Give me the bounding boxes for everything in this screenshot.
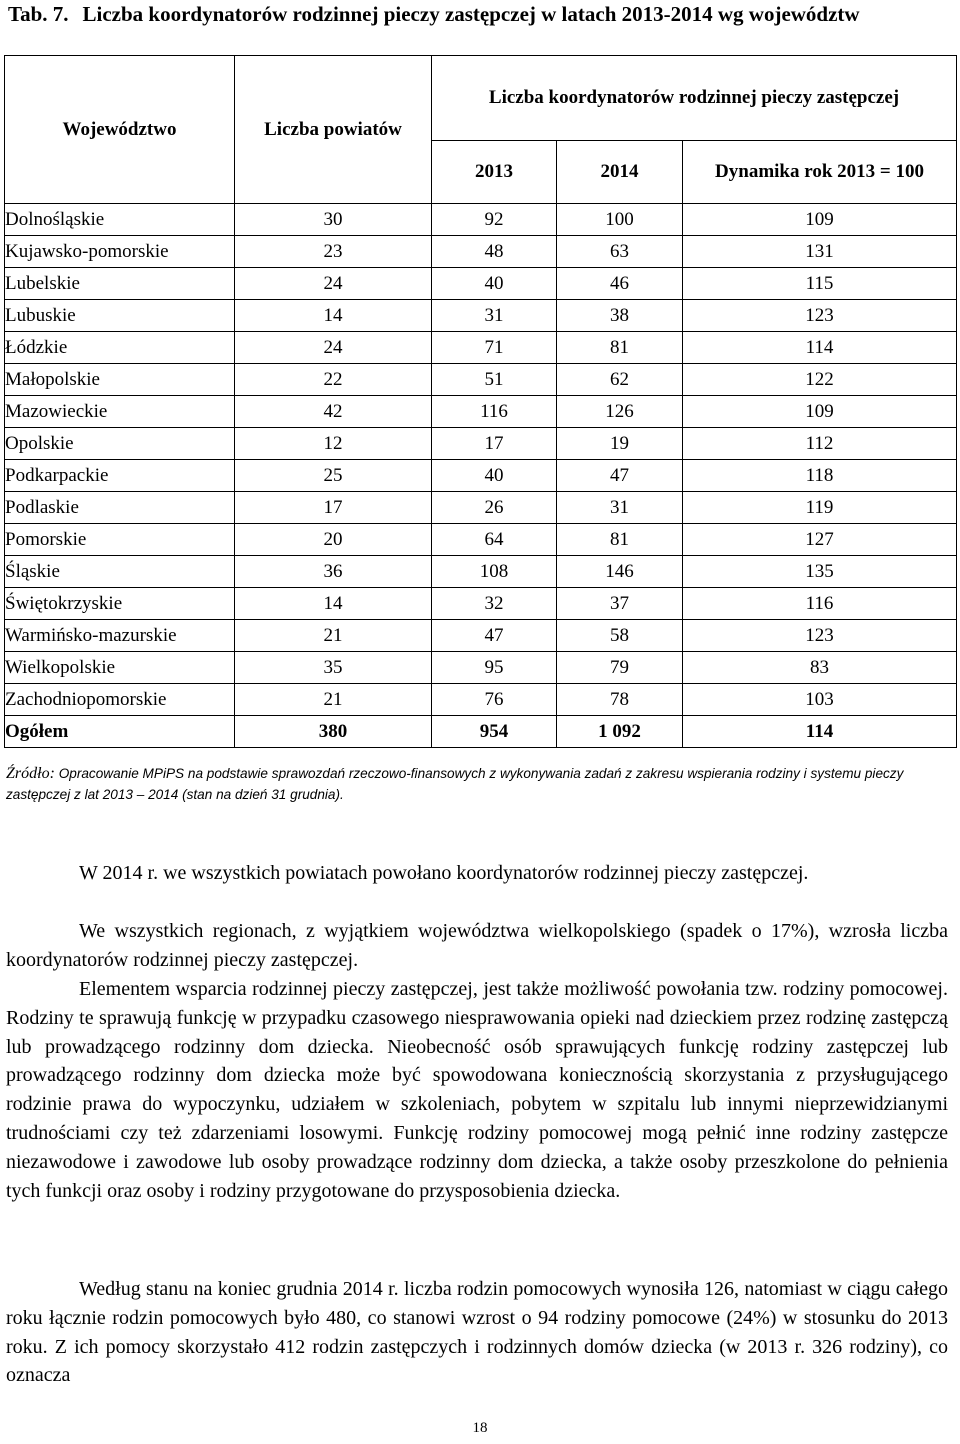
- table-number: Tab. 7.: [8, 2, 69, 26]
- cell-voivodeship: Podkarpackie: [5, 460, 235, 492]
- coordinators-table: [4, 55, 957, 748]
- cell-dynamics: 114: [683, 332, 957, 364]
- cell-2014: 31: [557, 492, 683, 524]
- cell-voivodeship: Mazowieckie: [5, 396, 235, 428]
- cell-2014: 126: [557, 396, 683, 428]
- cell-voivodeship: Warmińsko-mazurskie: [5, 620, 235, 652]
- paragraph-3: Elementem wsparcia rodzinnej pieczy zastępczej, jest także możliwość powołania tzw. rodziny pomocowej. Rodziny te sprawują funkcję w przypadku czasowego niesprawowania opieki nad dzieckiem przez rodzinę zastępczą lub prowadzącego rodzinny dom dziecka. Nieobecność osób sprawujących funkcję rodziny zastępczej lub prowadzącego rodzinny dom dziecka może być spowodowana koniecznością skorzystania z przysługującego rodzinie prawa do wypoczynku, udziałem w szkoleniach, pobytem w szpitalu lub innymi nieprzewidzianymi trudnościami czy też zdarzeniami losowymi. Funkcję rodziny pomocowej mogą pełnić inne rodziny zastępcze niezawodowe i zawodowe lub osoby prowadzące rodzinny dom dziecka, a także osoby przeszkolone do pełnienia tych funkcji oraz osoby i rodziny przygotowane do przysposobienia dziecka.: [6, 978, 948, 1202]
- cell-2014: 63: [557, 236, 683, 268]
- table-row: [5, 556, 957, 588]
- cell-counties: 23: [235, 236, 432, 268]
- header-coordinators-group: Liczba koordynatorów rodzinnej pieczy zastępczej: [432, 56, 957, 141]
- cell-2013: 64: [432, 524, 557, 556]
- cell-dynamics: 116: [683, 588, 957, 620]
- cell-dynamics: 118: [683, 460, 957, 492]
- cell-counties: 30: [235, 204, 432, 236]
- cell-voivodeship: Lubelskie: [5, 268, 235, 300]
- source-text: Opracowanie MPiPS na podstawie sprawozdań rzeczowo-finansowych z wykonywania zadań z zakresu wspierania rodziny i systemu pieczy zastępczej z lat 2013 – 2014 (stan na dzień 31 grudnia).: [6, 766, 904, 802]
- cell-2014: 1 092: [557, 716, 683, 748]
- cell-2014: 58: [557, 620, 683, 652]
- cell-dynamics: 127: [683, 524, 957, 556]
- cell-voivodeship: Łódzkie: [5, 332, 235, 364]
- paragraph-2: We wszystkich regionach, z wyjątkiem województwa wielkopolskiego (spadek o 17%), wzrosła liczba koordynatorów rodzinnej pieczy zastępczej.: [6, 920, 948, 971]
- cell-counties: 22: [235, 364, 432, 396]
- source-label: Źródło:: [6, 765, 55, 782]
- cell-counties: 21: [235, 684, 432, 716]
- cell-counties: 21: [235, 620, 432, 652]
- table-row: [5, 492, 957, 524]
- cell-dynamics: 114: [683, 716, 957, 748]
- cell-counties: 20: [235, 524, 432, 556]
- cell-voivodeship: Podlaskie: [5, 492, 235, 524]
- cell-counties: 24: [235, 332, 432, 364]
- header-voivodeship: Województwo: [5, 56, 235, 204]
- table-row: [5, 204, 957, 236]
- cell-dynamics: 123: [683, 300, 957, 332]
- cell-counties: 42: [235, 396, 432, 428]
- cell-dynamics: 122: [683, 364, 957, 396]
- cell-2014: 78: [557, 684, 683, 716]
- cell-counties: 24: [235, 268, 432, 300]
- cell-2013: 40: [432, 460, 557, 492]
- cell-2013: 76: [432, 684, 557, 716]
- header-dynamics: Dynamika rok 2013 = 100: [683, 141, 957, 204]
- cell-dynamics: 83: [683, 652, 957, 684]
- table-row: [5, 588, 957, 620]
- table-row: [5, 524, 957, 556]
- table-row: [5, 364, 957, 396]
- cell-dynamics: 135: [683, 556, 957, 588]
- cell-2014: 62: [557, 364, 683, 396]
- cell-dynamics: 115: [683, 268, 957, 300]
- table-body: [5, 204, 957, 748]
- cell-counties: 14: [235, 588, 432, 620]
- table-row: [5, 300, 957, 332]
- cell-2014: 81: [557, 524, 683, 556]
- table-row-total: [5, 716, 957, 748]
- cell-2013: 26: [432, 492, 557, 524]
- table-row: [5, 460, 957, 492]
- cell-counties: 35: [235, 652, 432, 684]
- cell-2013: 954: [432, 716, 557, 748]
- table-row: [5, 236, 957, 268]
- table-row: [5, 428, 957, 460]
- paragraph-4: Według stanu na koniec grudnia 2014 r. liczba rodzin pomocowych wynosiła 126, natomiast w ciągu całego roku łącznie rodzin pomocowych było 480, co stanowi wzrost o 94 rodziny pomocowe (24%) w stosunku do 2013 roku. Z ich pomocy skorzystało 412 rodzin zastępczych i rodzinnych domów dziecka (w 2013 r. 326 rodziny), co oznacza: [6, 1278, 948, 1387]
- page-number: 18: [472, 1420, 488, 1436]
- header-year-2013: 2013: [432, 141, 557, 204]
- cell-2013: 71: [432, 332, 557, 364]
- cell-dynamics: 109: [683, 396, 957, 428]
- header-year-2014: 2014: [557, 141, 683, 204]
- cell-counties: 380: [235, 716, 432, 748]
- header-counties: Liczba powiatów: [235, 56, 432, 204]
- cell-2013: 40: [432, 268, 557, 300]
- table-row: [5, 620, 957, 652]
- cell-2014: 37: [557, 588, 683, 620]
- cell-2013: 116: [432, 396, 557, 428]
- table-row: [5, 268, 957, 300]
- cell-2014: 38: [557, 300, 683, 332]
- cell-counties: 14: [235, 300, 432, 332]
- cell-dynamics: 109: [683, 204, 957, 236]
- cell-voivodeship: Małopolskie: [5, 364, 235, 396]
- table-row: [5, 396, 957, 428]
- cell-2014: 47: [557, 460, 683, 492]
- cell-2013: 32: [432, 588, 557, 620]
- cell-2014: 79: [557, 652, 683, 684]
- cell-2013: 47: [432, 620, 557, 652]
- cell-2014: 19: [557, 428, 683, 460]
- cell-voivodeship: Wielkopolskie: [5, 652, 235, 684]
- table-row: [5, 684, 957, 716]
- cell-dynamics: 123: [683, 620, 957, 652]
- paragraph-1: W 2014 r. we wszystkich powiatach powołano koordynatorów rodzinnej pieczy zastępczej.: [79, 862, 809, 884]
- cell-2014: 146: [557, 556, 683, 588]
- cell-2013: 95: [432, 652, 557, 684]
- cell-counties: 36: [235, 556, 432, 588]
- table-caption: [8, 0, 956, 28]
- table-row: [5, 652, 957, 684]
- cell-2014: 46: [557, 268, 683, 300]
- cell-2013: 51: [432, 364, 557, 396]
- cell-dynamics: 103: [683, 684, 957, 716]
- cell-dynamics: 112: [683, 428, 957, 460]
- cell-voivodeship: Zachodniopomorskie: [5, 684, 235, 716]
- cell-2014: 100: [557, 204, 683, 236]
- cell-counties: 25: [235, 460, 432, 492]
- cell-voivodeship: Świętokrzyskie: [5, 588, 235, 620]
- cell-2013: 48: [432, 236, 557, 268]
- cell-2014: 81: [557, 332, 683, 364]
- cell-2013: 108: [432, 556, 557, 588]
- cell-voivodeship: Opolskie: [5, 428, 235, 460]
- cell-voivodeship: Lubuskie: [5, 300, 235, 332]
- cell-voivodeship: Ogółem: [5, 716, 235, 748]
- source-note: [6, 763, 954, 805]
- cell-dynamics: 119: [683, 492, 957, 524]
- table-row: [5, 332, 957, 364]
- table-title: Liczba koordynatorów rodzinnej pieczy zastępczej w latach 2013-2014 wg województw: [82, 2, 860, 26]
- cell-counties: 12: [235, 428, 432, 460]
- cell-voivodeship: Kujawsko-pomorskie: [5, 236, 235, 268]
- cell-dynamics: 131: [683, 236, 957, 268]
- cell-voivodeship: Pomorskie: [5, 524, 235, 556]
- cell-2013: 31: [432, 300, 557, 332]
- cell-counties: 17: [235, 492, 432, 524]
- cell-voivodeship: Śląskie: [5, 556, 235, 588]
- cell-2013: 17: [432, 428, 557, 460]
- cell-2013: 92: [432, 204, 557, 236]
- cell-voivodeship: Dolnośląskie: [5, 204, 235, 236]
